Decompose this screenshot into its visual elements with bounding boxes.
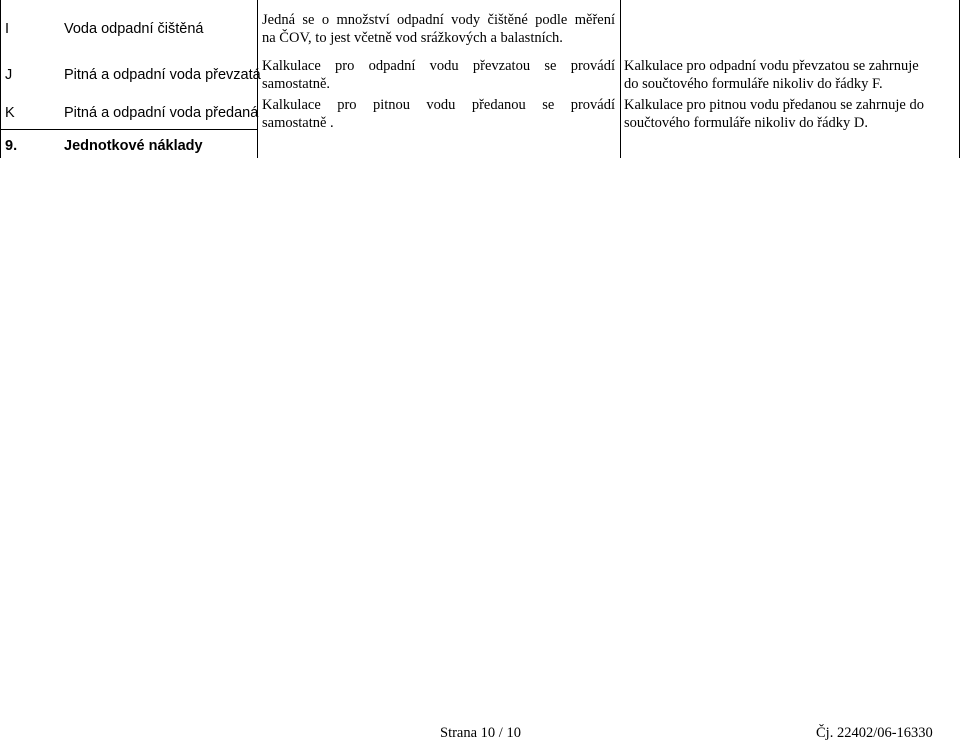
row-description-line: Kalkulace pro pitnou vodu předanou se provádí: [262, 97, 615, 113]
row-label: Voda odpadní čištěná: [64, 21, 204, 37]
table-border-left: [0, 0, 1, 158]
row-label: Pitná a odpadní voda předaná: [64, 105, 259, 121]
row-letter: K: [5, 105, 15, 121]
section-number: 9.: [5, 138, 18, 154]
row-description-line: Jedná se o množství odpadní vody čištěné podle měření: [262, 12, 615, 28]
section-title: Jednotkové náklady: [64, 138, 203, 154]
row-description-line: samostatně.: [262, 76, 331, 92]
row-label: Pitná a odpadní voda převzatá: [64, 67, 261, 83]
table-row-divider: [0, 129, 257, 130]
row-letter: I: [5, 21, 10, 37]
row-letter: J: [5, 67, 13, 83]
row-note-line: součtového formuláře nikoliv do řádky D.: [624, 115, 869, 131]
row-note-line: do součtového formuláře nikoliv do řádky F.: [624, 76, 883, 92]
row-description-line: na ČOV, to jest včetně vod srážkových a balastních.: [262, 30, 563, 46]
row-note-line: Kalkulace pro odpadní vodu převzatou se zahrnuje: [624, 58, 919, 74]
page-number: Strana 10 / 10: [440, 725, 521, 741]
row-note-line: Kalkulace pro pitnou vodu předanou se zahrnuje do: [624, 97, 924, 113]
row-description-line: Kalkulace pro odpadní vodu převzatou se provádí: [262, 58, 615, 74]
row-description-line: samostatně .: [262, 115, 334, 131]
table-divider-note: [620, 0, 621, 158]
document-reference: Čj. 22402/06-16330: [816, 725, 933, 741]
